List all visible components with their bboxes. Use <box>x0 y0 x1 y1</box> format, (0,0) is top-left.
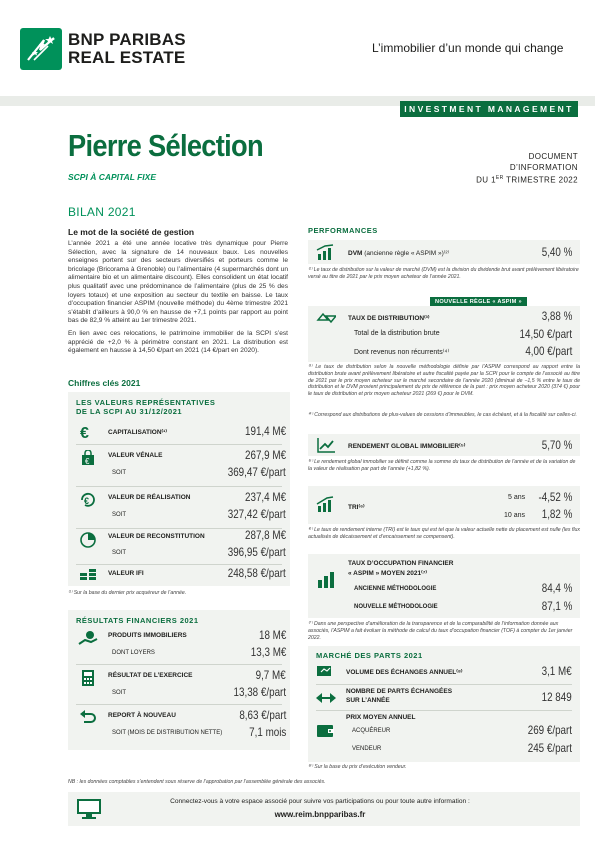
doc-line3-sup: ER <box>495 175 504 181</box>
tri-label: TRI⁽⁶⁾ <box>348 504 365 511</box>
page-subtitle: SCPI À CAPITAL FIXE <box>68 172 157 182</box>
shopping-bag-icon <box>78 450 98 466</box>
dvm-label <box>348 249 449 257</box>
doc-line3-pre: DU 1 <box>476 175 496 185</box>
prix-acquereur-label: ACQUÉREUR <box>352 728 391 734</box>
valeurs-head2: DE LA SCPI AU 31/12/2021 <box>76 407 183 416</box>
tri-5ans-label: 5 ans <box>508 494 526 501</box>
document-info <box>440 152 578 186</box>
capitalisation-value: 191,4 M€ <box>244 424 286 438</box>
td-value: 3,88 % <box>541 309 572 323</box>
euro-icon <box>78 424 98 440</box>
marche-title: MARCHÉ DES PARTS 2021 <box>316 651 423 660</box>
page-header <box>0 0 595 96</box>
computer-icon <box>76 798 102 820</box>
left-right-arrows-icon <box>316 690 336 706</box>
chiffres-title: Chiffres clés 2021 <box>68 378 141 388</box>
valeur-venale-label: VALEUR VÉNALE <box>108 452 163 459</box>
tri-10ans-label: 10 ans <box>504 512 526 519</box>
coins-icon <box>78 566 98 582</box>
report-sub: SOIT (MOIS DE DISTRIBUTION NETTE) <box>112 730 223 736</box>
td-label: TAUX DE DISTRIBUTION⁽³⁾ <box>348 315 430 322</box>
trend-bars-icon <box>316 244 336 260</box>
rgi-label: RENDEMENT GLOBAL IMMOBILIER⁽⁵⁾ <box>348 443 466 450</box>
row-capitalisation <box>76 424 290 444</box>
bilan-paragraph-1: L’année 2021 a été une année locative très dynamique pour Pierre Sélection, avec la signature de 14 nouveaux baux. Les nouvelles enseignes portent sur des secteurs diversifiés et porteurs comme le bricolage (Bricorama à Grenoble) ou l’alimentaire (4 supermarchés dont un alimentaire bio et un alimentaire discount). Elles consolident un état locatif plus qualitatif avec une prédominance de l’alimentaire (plus de 25 % des loyers totaux) et une exposition au secteur du textile en baisse. Le taux d’occupation financier ASPIM (nouvelle méthode) du 4ème trimestre 2021 s’établit d’ailleurs à 90,0 % en hausse de +7,1 points par rapport au point bas de 82,9 % atteint au 1er trimestre 2021. <box>68 240 288 325</box>
volume-label: VOLUME DES ÉCHANGES ANNUEL⁽⁸⁾ <box>346 669 463 676</box>
valeur-ifi-value: 248,58 €/part <box>227 566 286 580</box>
valeur-realisation-label: VALEUR DE RÉALISATION <box>108 494 191 501</box>
svg-text:€: € <box>80 425 89 440</box>
row-resultat <box>76 668 290 702</box>
row-valeur-ifi <box>76 566 290 584</box>
produits-label: PRODUITS IMMOBILIERS <box>108 632 187 639</box>
produits-sub: DONT LOYERS <box>112 650 155 656</box>
valeur-reconstitution-sub: SOIT <box>112 550 127 556</box>
chiffres-note: ⁽¹⁾ Sur la base du dernier prix acquéreur de l’année. <box>68 590 187 596</box>
bilan-title: BILAN 2021 <box>68 205 136 219</box>
tof-nouvelle-value: 87,1 % <box>541 599 572 613</box>
parts-label-2: SUR L’ANNÉE <box>346 697 390 704</box>
page-title: Pierre Sélection <box>68 128 263 163</box>
prix-vendeur-value: 245 €/part <box>527 741 572 755</box>
td-total-value: 14,50 €/part <box>519 327 572 341</box>
chart-up-icon <box>316 437 336 453</box>
td-total-label: Total de la distribution brute <box>354 330 440 337</box>
td-note: ⁽³⁾ Le taux de distribution selon la nouvelle méthodologie définie par l’ASPIM correspond au rapport entre la distribution brute avant prélèvement libératoire et autre fiscalité payée par la SCPI pour le compte de l’associé au titre de 2021 par le prix moyen acheteur sur le marché secondaire de l’année 2020 (diminué de −1,5 % entre le taux de distribution et le DVM provient principalement du prix de référence de la part : prix moyen acheteur 2020 (374 €) pour le taux de distribution et prix moyen acheteur 2021 (269 €) pour le DVM. <box>308 364 580 398</box>
prix-label: PRIX MOYEN ANNUEL <box>346 714 416 721</box>
tri-5ans-value: -4,52 % <box>538 490 572 504</box>
separator <box>76 564 282 565</box>
euro-circle-icon <box>78 492 98 508</box>
td-note-2: ⁽⁴⁾ Correspond aux distributions de plus-values de cessions d’immeubles, le cas échéant, et à la fiscalité sur celles-ci. <box>308 412 577 418</box>
tof-ancienne-label: ANCIENNE MÉTHODOLOGIE <box>354 586 437 592</box>
investment-management-banner: INVESTMENT MANAGEMENT <box>400 101 578 117</box>
doc-line2: D’INFORMATION <box>509 162 578 172</box>
prix-vendeur-label: VENDEUR <box>352 746 382 752</box>
marche-note: ⁽⁸⁾ Sur la base du prix d’exécution vendeur. <box>308 764 407 770</box>
nb-note: NB : les données comptables s’entendent sous réserve de l’approbation par l’assemblée générale des associés. <box>68 779 326 785</box>
separator <box>76 664 282 665</box>
separator <box>76 704 282 705</box>
tof-nouvelle-label: NOUVELLE MÉTHODOLOGIE <box>354 604 438 610</box>
produits-value: 18 M€ <box>258 628 286 642</box>
doc-line3-post: TRIMESTRE 2022 <box>503 175 578 185</box>
brand-line1: BNP PARIBAS <box>68 30 186 49</box>
bnp-stars-logo-icon <box>20 28 62 70</box>
building-chart-icon <box>316 572 336 588</box>
separator <box>316 684 572 685</box>
valeur-ifi-label: VALEUR IFI <box>108 570 144 577</box>
row-volume <box>316 662 580 682</box>
row-prix <box>316 712 580 760</box>
separator <box>76 444 282 445</box>
prix-acquereur-value: 269 €/part <box>527 723 572 737</box>
brand-line2: REAL ESTATE <box>68 48 186 67</box>
valeur-realisation-value: 237,4 M€ <box>244 490 286 504</box>
resultat-subvalue: 13,38 €/part <box>233 685 286 699</box>
svg-text:€: € <box>85 457 90 466</box>
td-revenus-label: Dont revenus non récurrents⁽⁴⁾ <box>354 349 450 356</box>
resultat-label: RÉSULTAT DE L’EXERCICE <box>108 672 193 679</box>
td-revenus-value: 4,00 €/part <box>524 344 572 358</box>
rgi-value: 5,70 % <box>541 438 572 452</box>
wallet-icon <box>316 722 336 738</box>
valeurs-head1: LES VALEURS REPRÉSENTATIVES <box>76 398 216 407</box>
dvm-box <box>308 240 580 264</box>
row-valeur-realisation <box>76 490 290 526</box>
produits-subvalue: 13,3 M€ <box>250 645 286 659</box>
row-parts <box>316 686 580 710</box>
tof-ancienne-value: 84,4 % <box>541 581 572 595</box>
growth-bars-icon <box>316 496 336 512</box>
pie-chart-icon <box>78 532 98 548</box>
footer-url-link[interactable]: www.reim.bnpparibas.fr <box>274 810 366 819</box>
valeur-reconstitution-subvalue: 396,95 €/part <box>227 545 286 559</box>
tof-box <box>308 554 580 618</box>
dvm-note: ⁽²⁾ Le taux de distribution sur la valeur de marché (DVM) est la division du dividende brut avant prélèvement libératoire versé au titre de 2021 par le prix moyen acheteur de l’année 2021. <box>308 267 579 280</box>
dvm-label-rest: (ancienne règle « ASPIM »)⁽²⁾ <box>362 250 450 257</box>
nouvelle-regle-tag: NOUVELLE RÈGLE « ASPIM » <box>430 297 527 307</box>
footer-box <box>68 792 580 826</box>
valeur-venale-subvalue: 369,47 €/part <box>227 465 286 479</box>
resultat-value: 9,7 M€ <box>255 668 286 682</box>
row-valeur-reconstitution <box>76 528 290 564</box>
row-valeur-venale <box>76 448 290 484</box>
tri-10ans-value: 1,82 % <box>541 507 572 521</box>
performances-title: PERFORMANCES <box>308 226 378 235</box>
row-report <box>76 708 290 742</box>
report-subvalue: 7,1 mois <box>248 725 286 739</box>
tri-note: ⁽⁶⁾ Le taux de rendement interne (TRI) est le taux qui est tel que la valeur actuelle nette du placement est nulle (les flux actualisés de décaissement et d’encaissement se compensent). <box>308 527 581 540</box>
svg-text:€: € <box>84 496 90 506</box>
capitalisation-label: CAPITALISATION⁽¹⁾ <box>108 429 167 436</box>
hand-coins-icon <box>78 630 98 646</box>
dvm-value: 5,40 % <box>541 245 572 259</box>
doc-line1: DOCUMENT <box>528 152 578 161</box>
resultats-title: RÉSULTATS FINANCIERS 2021 <box>76 616 199 625</box>
report-label: REPORT À NOUVEAU <box>108 712 176 719</box>
bilan-heading: Le mot de la société de gestion <box>68 227 195 237</box>
taux-distribution-box <box>308 306 580 362</box>
exchange-volume-icon <box>316 664 336 680</box>
report-value: 8,63 €/part <box>238 708 286 722</box>
rgi-note: ⁽⁵⁾ Le rendement global immobilier se définit comme la somme du taux de distribution de l’année et de la variation de la valeur de réalisation par part de l’année (+1,82 %). <box>308 459 576 472</box>
valeur-reconstitution-label: VALEUR DE RECONSTITUTION <box>108 533 205 540</box>
volume-value: 3,1 M€ <box>541 664 572 678</box>
row-produits <box>76 628 290 662</box>
tof-note: ⁽⁷⁾ Dans une perspective d’amélioration de la transparence et de la comparabilité de l’information donnée aux associés, l’ASPIM a fait évoluer la méthode de calcul du taux d’occupation financier (TOF) à compter du 1er janvier 2022. <box>308 621 573 641</box>
undo-arrow-icon <box>78 710 98 726</box>
resultat-sub: SOIT <box>112 690 127 696</box>
bilan-paragraph-2: En lien avec ces relocations, le patrimoine immobilier de la SCPI s’est apprécié de +2,0 % à périmètre constant en 2021. La distribution est également en hausse à 14,50 €/part en 2021 (14 €/part en 2020). <box>68 330 288 355</box>
valeur-realisation-sub: SOIT <box>112 512 127 518</box>
dvm-label-bold: DVM <box>348 250 363 257</box>
doc-line3 <box>440 173 578 186</box>
tri-box <box>308 486 580 524</box>
tof-head2: « ASPIM » MOYEN 2021⁽⁷⁾ <box>348 570 427 577</box>
up-down-triangles-icon <box>316 310 336 326</box>
separator <box>316 710 572 711</box>
valeur-realisation-subvalue: 327,42 €/part <box>227 507 286 521</box>
parts-label-1: NOMBRE DE PARTS ÉCHANGÉES <box>346 688 453 695</box>
tagline: L’immobilier d’un monde qui change <box>372 41 564 55</box>
tof-head1: TAUX D’OCCUPATION FINANCIER <box>348 560 454 567</box>
valeur-venale-sub: SOIT <box>112 470 127 476</box>
valeur-reconstitution-value: 287,8 M€ <box>244 528 286 542</box>
parts-value: 12 849 <box>541 690 572 704</box>
footer-text: Connectez-vous à votre espace associé pour suivre vos participations ou pour toute autre information : <box>170 798 470 805</box>
separator <box>76 486 282 487</box>
valeur-venale-value: 267,9 M€ <box>244 448 286 462</box>
rgi-box <box>308 434 580 456</box>
calculator-icon <box>78 670 98 686</box>
